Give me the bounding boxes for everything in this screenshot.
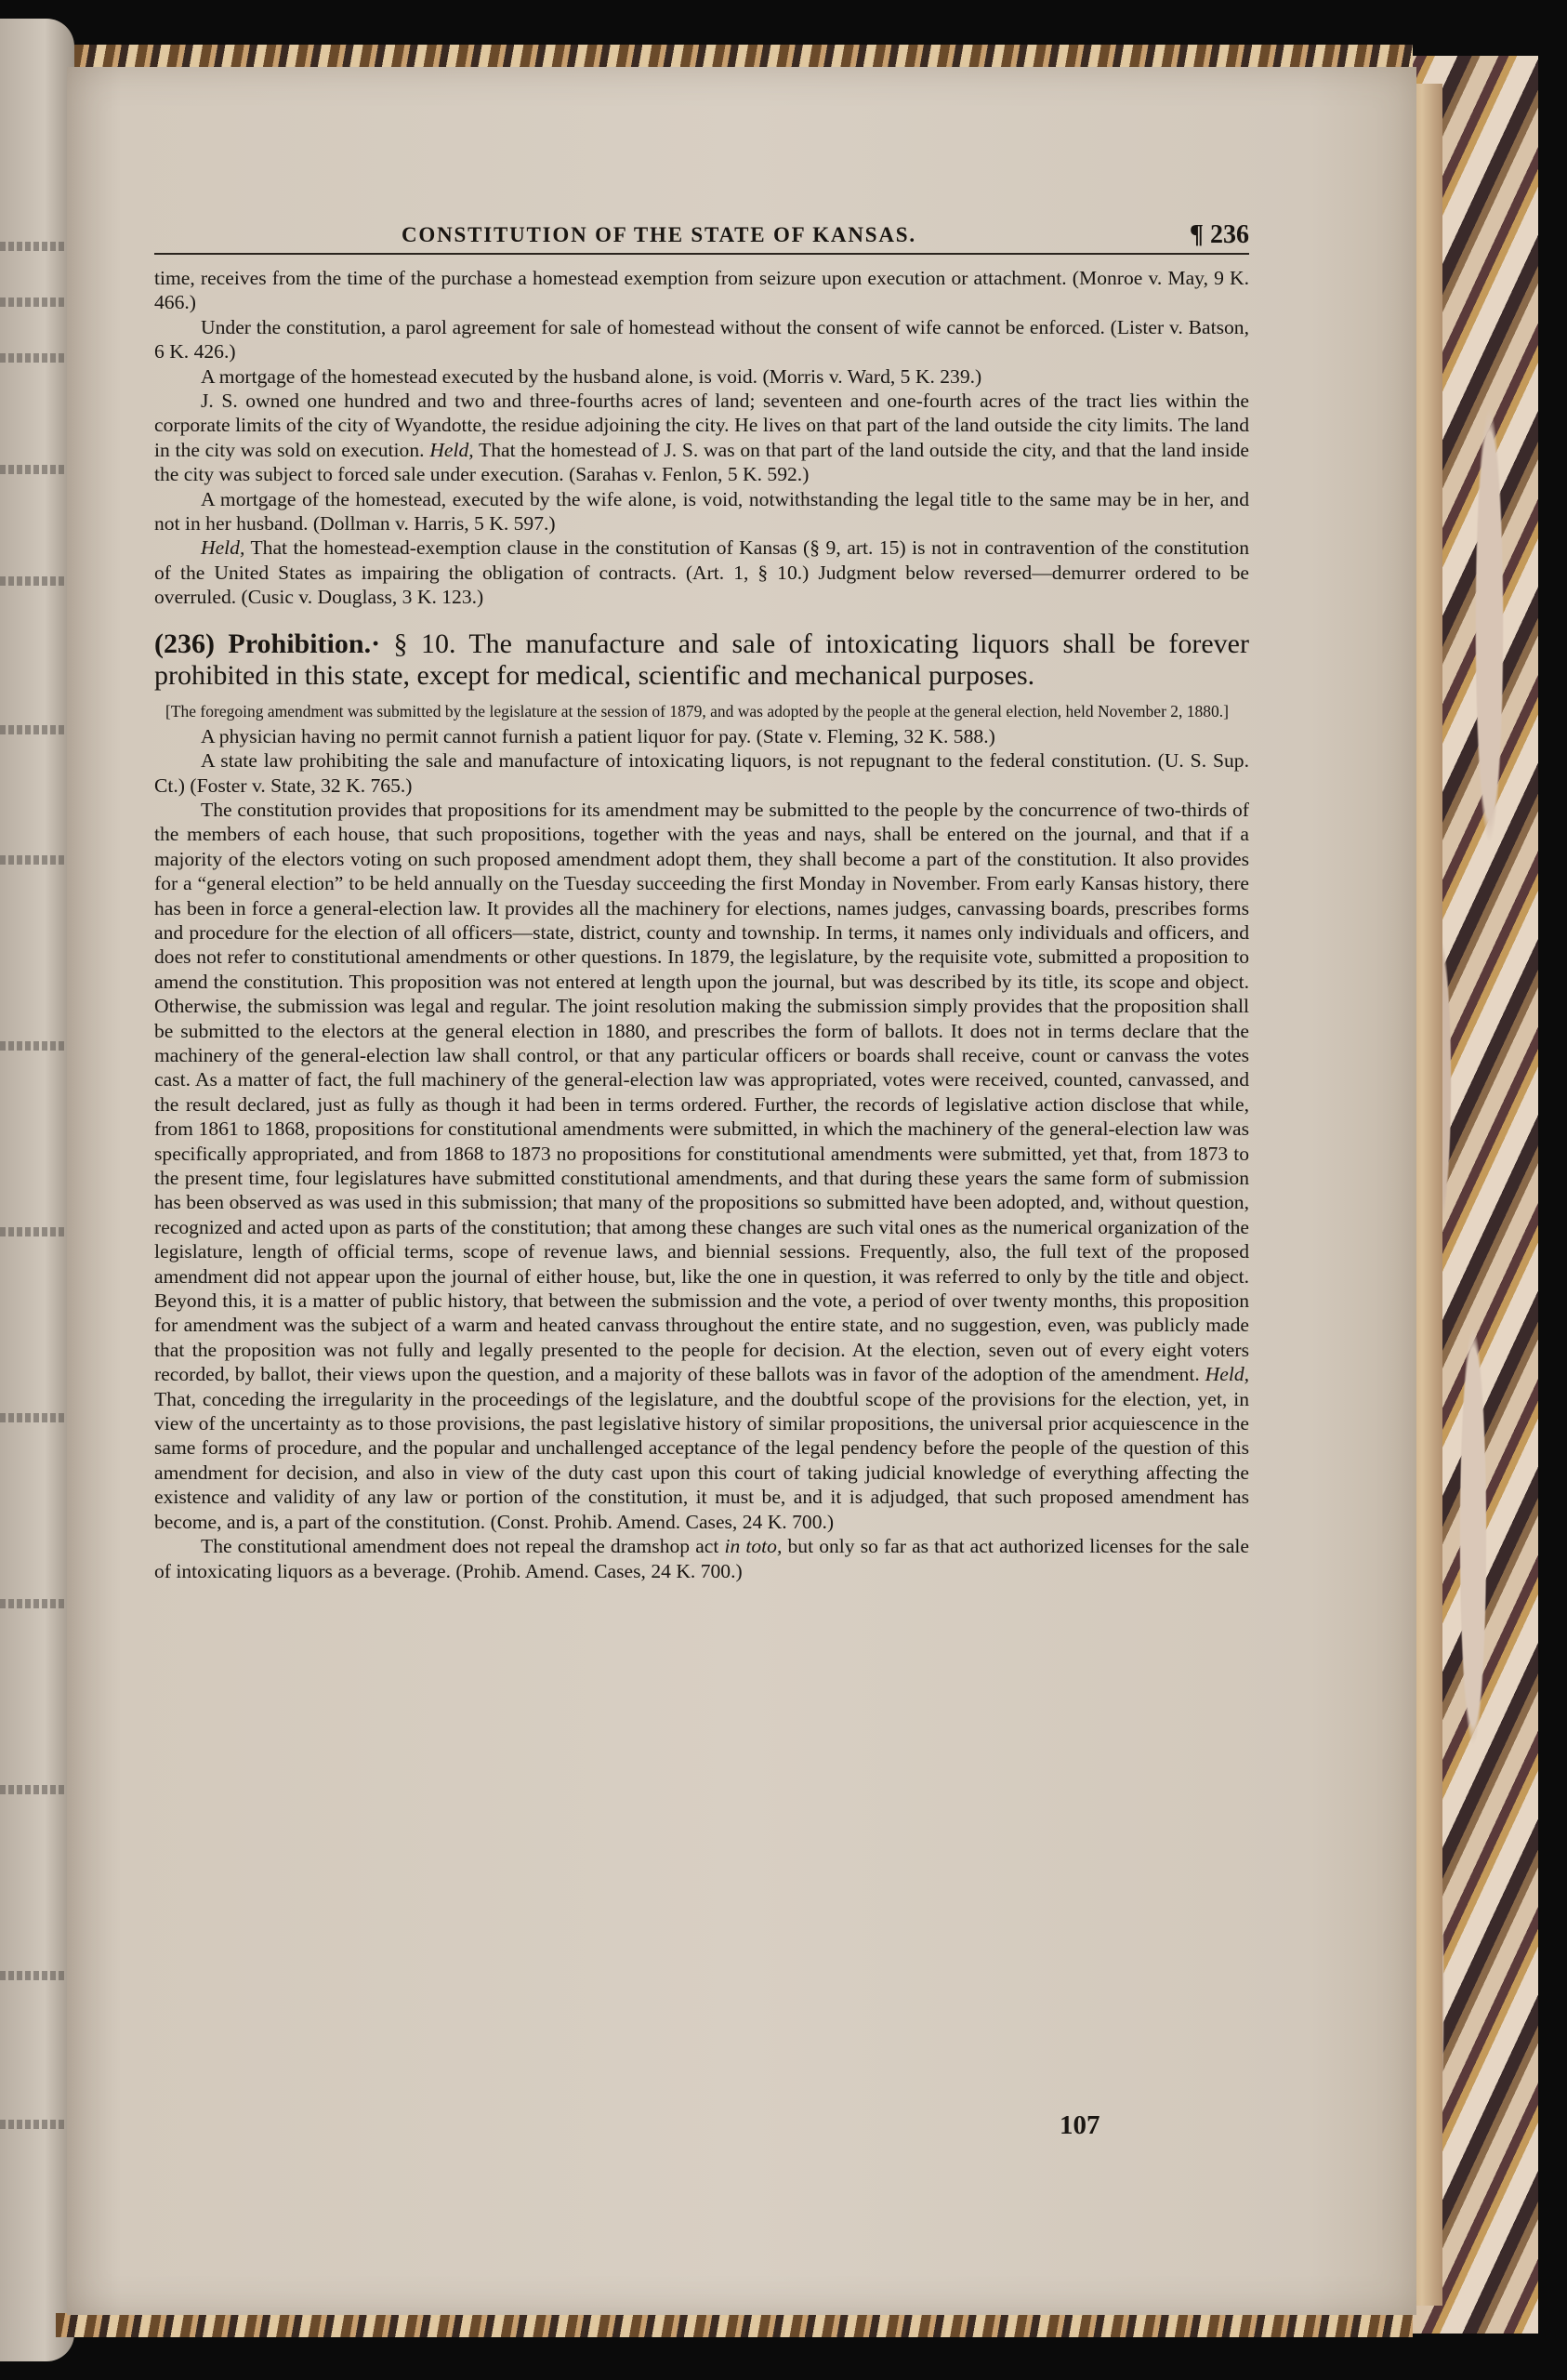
paragraph: A state law prohibiting the sale and manufacture of intoxicating liquors, is not repugnant to the federal constitution. (U. S. Sup. Ct.) (Foster v. State, 32 K. 765.): [154, 749, 1249, 797]
paragraph: [154, 798, 1249, 1534]
facing-page-text: [0, 855, 69, 865]
constitution-section: [154, 628, 1249, 693]
section-number: (236): [154, 628, 215, 659]
section-text: § 10. The manufacture and sale of intoxicating liquors shall be forever prohibited in this state, except for medical, scientific and mechanical purposes.: [154, 628, 1249, 692]
paragraph: [154, 536, 1249, 609]
paragraph-text: The constitution provides that propositions for its amendment may be submitted to the people by the concurrence of two-thirds of the members of each house, that such propositions, together with the yeas and nays, shall be entered on the journal, and that if a majority of the electors voting on such proposed amendment adopt them, they shall become a part of the constitution. It also provides for a “general election” to be held annually on the Tuesday succeeding the first Monday in November. From early Kansas history, there has been in force a general-election law. It provides all the machinery for elections, names judges, canvassing boards, prescribes forms and procedure for the election of all officers—state, district, county and township. In terms, it names only individuals and officers, and does not refer to constitutional amendments or other questions. In 1879, the legislature, by the requisite vote, submitted a proposition to amend the constitution. This proposition was not entered at length upon the journal, but was described by its title, its scope and object. Otherwise, the submission was legal and regular. The joint resolution making the submission simply provides that the proposition shall be submitted to the electors at the general election in 1880, and prescribes the form of ballots. It does not in terms declare that the machinery of the general-election law shall control, or that any particular officers or boards shall receive, count or canvass the votes cast. As a matter of fact, the full machinery of the general-election law was appropriated, votes were received, counted, canvassed, and the result declared, just as fully as though it had been in terms ordered. Further, the records of legislative action disclose that while, from 1861 to 1868, propositions for constitutional amendments were submitted, in which the machinery of the general-election law was specifically appropriated, and from 1868 to 1873 no propositions for constitutional amendments were submitted, yet that, from 1873 to the present time, four legislatures have submitted constitutional amendments, and that during these years the same form of submission has been observed as was used in this submission; that many of the propositions so submitted have been adopted, and, without question, recognized and acted upon as parts of the constitution; that among these changes are such vital ones as the numerical organization of the legislature, length of official terms, scope of revenue laws, and biennial sessions. Frequently, also, the full text of the proposed amendment did not appear upon the journal of either house, but, like the one in question, it was referred to only by the title and object. Beyond this, it is a matter of public history, that between the submission and the vote, a period of over twenty months, this proposition for amendment was the subject of a warm and heated canvass throughout the entire state, and no suggestion, even, was publicly made that the proposition was not fully and legally presented to the people for decision. At the election, seven out of every eight voters recorded, by ballot, their views upon the question, and a majority of these ballots was in favor of the adoption of the amendment.: [154, 798, 1249, 1386]
paragraph: [154, 389, 1249, 487]
section-marker: ¶ 236: [1189, 219, 1249, 249]
facing-page-text: [0, 1227, 69, 1236]
page-number: 107: [1060, 2110, 1100, 2140]
facing-page-text: [0, 465, 69, 474]
bottom-marbled-band: [56, 2313, 1413, 2337]
paragraph: A physician having no permit cannot furnish a patient liquor for pay. (State v. Fleming, 32 K. 588.): [201, 724, 995, 747]
paragraph-text: The constitutional amendment does not repeal the dramshop act: [201, 1535, 725, 1558]
facing-page-text: [0, 353, 69, 363]
facing-page-text: [0, 1041, 69, 1051]
amendment-note: [The foregoing amendment was submitted by the legislature at the session of 1879, and was adopted by the people at the general election, held November 2, 1880.]: [165, 701, 1229, 721]
facing-page-edge: [0, 19, 74, 2361]
paragraph-text: That the homestead-exemption clause in the constitution of Kansas (§ 9, art. 15) is not in contravention of the constitution of the United States as impairing the obligation of contracts. (Art. 1, § 10.) Judgment below reversed—demurrer ordered to be overruled. (Cusic v. Douglass, 3 K. 123.): [154, 536, 1249, 609]
facing-page-text: [0, 576, 69, 586]
page-content: [154, 214, 1249, 1583]
running-header: [154, 214, 1249, 247]
facing-page-text: [0, 1785, 69, 1794]
held-label: Held,: [429, 438, 474, 461]
held-label: Held,: [1205, 1363, 1250, 1386]
paragraph-text: That the homestead of J. S. was on that part of the land outside the city, and that the land inside the city was subject to forced sale under execution. (Sarahas v. Fenlon, 5 K. 592.): [154, 438, 1249, 486]
facing-page-text: [0, 242, 69, 251]
paragraph: [154, 1534, 1249, 1583]
paragraph-text: That, conceding the irregularity in the proceedings of the legislature, and the doubtful scope of the provisions for the election, yet, in view of the uncertainty as to those provisions, the past legislative history of similar propositions, the universal prior acquiescence in the same forms of procedure, and the popular and unchallenged acceptance of the legal pendency before the people of the question of this amendment for decision, and also in view of the duty cast upon this court of taking judicial knowledge of everything affecting the existence and validity of any law or portion of the constitution, it must be, and it is adjudged, that such proposed amendment has become, and is, a part of the constitution. (Const. Prohib. Amend. Cases, 24 K. 700.): [154, 1387, 1249, 1533]
facing-page-text: [0, 1599, 69, 1608]
facing-page-text: [0, 298, 69, 307]
paragraph-text: but only so far as that act authorized licenses for the sale of intoxicating liquors as a beverage. (Prohib. Amend. Cases, 24 K. 700.): [154, 1535, 1250, 1582]
facing-page-text: [0, 2120, 69, 2129]
facing-page-text: [0, 1413, 69, 1422]
running-title: CONSTITUTION OF THE STATE OF KANSAS.: [402, 222, 916, 246]
paragraph: A mortgage of the homestead executed by the husband alone, is void. (Morris v. Ward, 5 K. 239.): [201, 364, 982, 388]
header-rule: [154, 253, 1249, 255]
paragraph: Under the constitution, a parol agreement for sale of homestead without the consent of wife cannot be enforced. (Lister v. Batson, 6 K. 426.): [154, 315, 1249, 364]
held-label: Held,: [201, 536, 245, 560]
paragraph: time, receives from the time of the purchase a homestead exemption from seizure upon execution or attachment. (Monroe v. May, 9 K. 466.): [154, 267, 1249, 314]
facing-page-text: [0, 1971, 69, 1980]
paragraph-text: J. S. owned one hundred and two and three-fourths acres of land; seventeen and one-fourth acres of the tract lies within the corporate limits of the city of Wyandotte, the residue adjoining the city. He lives on that part of the land outside the city limits. The land in the city was sold on execution.: [154, 390, 1249, 461]
paragraph: A mortgage of the homestead, executed by the wife alone, is void, notwithstanding the legal title to the same may be in her, and not in her husband. (Dollman v. Harris, 5 K. 597.): [154, 487, 1249, 536]
section-heading: Prohibition.·: [228, 628, 381, 659]
latin-term: in toto,: [724, 1535, 783, 1558]
facing-page-text: [0, 725, 69, 734]
